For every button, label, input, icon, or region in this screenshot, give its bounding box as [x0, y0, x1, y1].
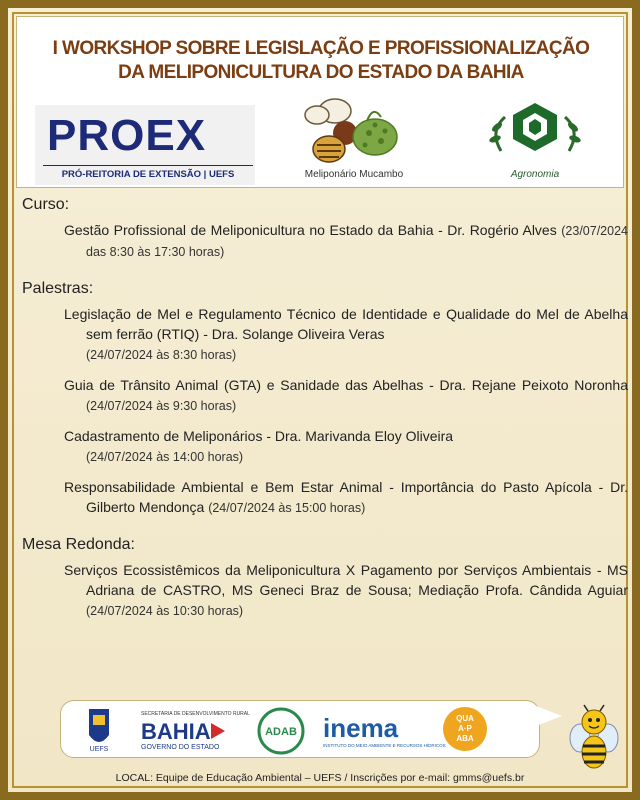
inema-label: inema: [323, 713, 399, 743]
list-item: Legislação de Mel e Regulamento Técnico de Identidade e Qualidade do Mel de Abelha sem ferrão (RTIQ) - Dra. Solange Oliveira Veras (24/07/2024 às 8:30 horas): [64, 306, 628, 362]
list-item: Cadastramento de Meliponários - Dra. Marivanda Eloy Oliveira (24/07/2024 às 14:00 horas): [64, 428, 454, 464]
quaapaba-logo: [443, 707, 487, 751]
inema-logo: [317, 713, 446, 749]
header-panel: [16, 16, 624, 188]
bahia-word: BAHIA: [141, 719, 211, 744]
uefs-logo-icon: [89, 709, 109, 753]
title-line-2: DA MELIPONICULTURA DO ESTADO DA BAHIA: [118, 62, 524, 83]
partner-logos: [61, 701, 541, 759]
list-item: Gestão Profissional de Meliponicultura no Estado da Bahia - Dr. Rogério Alves (23/07/2024 das 8:30 às 17:30 horas): [64, 222, 628, 259]
proex-logo: [35, 105, 255, 185]
agronomia-label: Agronomia: [510, 169, 560, 180]
list-item: Guia de Trânsito Animal (GTA) e Sanidade das Abelhas - Dra. Rejane Peixoto Noronha (24/07/2024 às 9:30 horas): [64, 377, 628, 413]
partners-bar: [60, 700, 540, 758]
proex-subtitle: PRÓ-REITORIA DE EXTENSÃO | UEFS: [43, 165, 253, 180]
proex-word: PROEX: [47, 111, 207, 160]
bahia-small: SECRETARIA DE DESENVOLVIMENTO RURAL: [141, 711, 250, 717]
section-heading-palestras: Palestras:: [22, 280, 94, 297]
list-item: Serviços Ecossistêmicos da Meliponicultura X Pagamento por Serviços Ambientais - MS Adriana de CASTRO, MS Geneci Braz de Sousa; Mediação Profa. Cândida Aguiar (24/07/2024 às 10:30 horas): [64, 562, 628, 618]
bahia-logo: [141, 711, 250, 751]
section-heading-mesa-redonda: Mesa Redonda:: [22, 536, 135, 553]
meliponario-logo: [289, 93, 419, 185]
qua-line-3: ABA: [456, 734, 474, 743]
bahia-sub: GOVERNO DO ESTADO: [141, 744, 220, 751]
qua-line-1: QUA: [456, 714, 474, 723]
list-item: Responsabilidade Ambiental e Bem Estar Animal - Importância do Pasto Apícola - Dr. Gilberto Mendonça (24/07/2024 às 15:00 horas): [64, 479, 628, 515]
qua-line-2: A·P: [458, 724, 472, 733]
meliponario-label: Meliponário Mucambo: [304, 169, 404, 180]
title-line-1: I WORKSHOP SOBRE LEGISLAÇÃO E PROFISSIONALIZAÇÃO: [52, 38, 590, 59]
bee-icon: [289, 93, 419, 169]
adab-label: ADAB: [265, 726, 297, 738]
section-heading-curso: Curso:: [22, 196, 70, 213]
adab-logo: [259, 709, 303, 753]
footer-location-email: LOCAL: Equipe de Educação Ambiental – UEFS / Inscrições por e-mail: gmms@uefs.br: [115, 772, 525, 784]
uefs-label: UEFS: [89, 746, 109, 753]
agronomia-emblem-icon: [475, 97, 595, 169]
speech-bubble-tail: [536, 706, 562, 726]
inema-sub: INSTITUTO DO MEIO AMBIENTE E RECURSOS HÍDRICOS: [323, 743, 446, 748]
bee-mascot-icon: [566, 704, 622, 778]
agronomia-logo: [475, 97, 595, 185]
program-content: [22, 194, 628, 631]
workshop-title: [17, 37, 625, 85]
